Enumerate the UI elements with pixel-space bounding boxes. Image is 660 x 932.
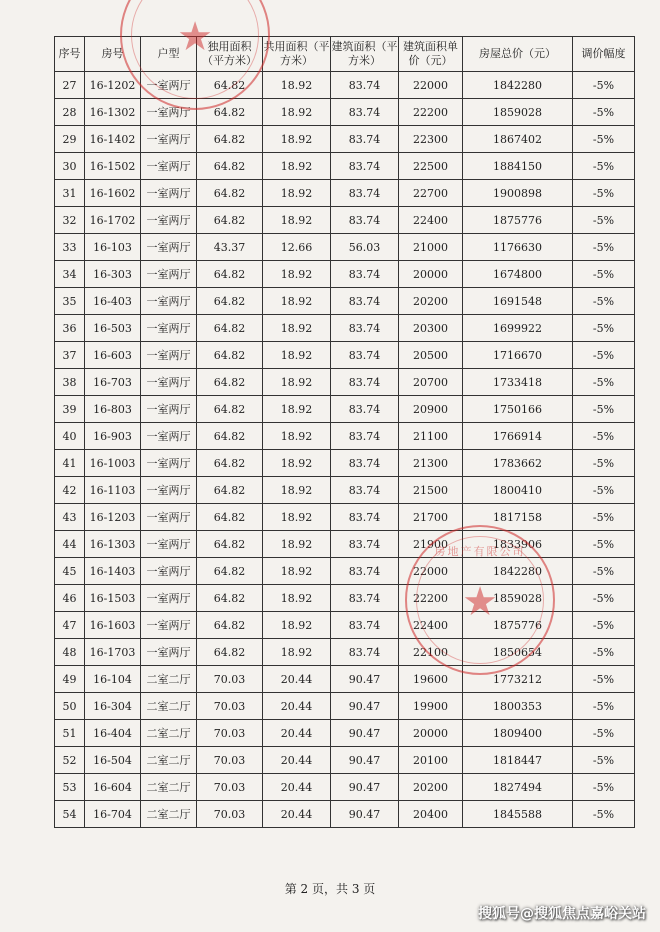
table-cell: 64.82 <box>197 477 263 504</box>
table-cell: 1833906 <box>463 531 573 558</box>
seal-star-icon: ★ <box>462 579 498 625</box>
table-row <box>55 288 635 315</box>
table-cell: 1766914 <box>463 423 573 450</box>
table-cell: 52 <box>55 747 85 774</box>
table-cell: 20700 <box>399 369 463 396</box>
table-cell: 12.66 <box>263 234 331 261</box>
table-cell: 18.92 <box>263 639 331 666</box>
table-cell: -5% <box>573 126 635 153</box>
table-cell: 64.82 <box>197 369 263 396</box>
table-cell: 一室两厅 <box>141 639 197 666</box>
table-cell: 18.92 <box>263 72 331 99</box>
table-cell: 64.82 <box>197 531 263 558</box>
table-cell: 19600 <box>399 666 463 693</box>
column-header: 序号 <box>55 37 85 72</box>
table-row <box>55 369 635 396</box>
table-cell: 64.82 <box>197 396 263 423</box>
table-cell: 22000 <box>399 72 463 99</box>
table-cell: 83.74 <box>331 585 399 612</box>
table-cell: 16-1402 <box>85 126 141 153</box>
table-cell: 49 <box>55 666 85 693</box>
table-cell: 20300 <box>399 315 463 342</box>
table-row <box>55 126 635 153</box>
table-cell: 18.92 <box>263 531 331 558</box>
table-cell: 18.92 <box>263 126 331 153</box>
table-row <box>55 180 635 207</box>
table-cell: 70.03 <box>197 774 263 801</box>
table-cell: 90.47 <box>331 801 399 828</box>
table-row <box>55 423 635 450</box>
table-cell: 18.92 <box>263 342 331 369</box>
table-cell: 一室两厅 <box>141 153 197 180</box>
table-cell: -5% <box>573 288 635 315</box>
table-cell: 83.74 <box>331 342 399 369</box>
table-cell: 一室两厅 <box>141 72 197 99</box>
table-cell: 83.74 <box>331 99 399 126</box>
table-cell: 20.44 <box>263 720 331 747</box>
table-cell: 83.74 <box>331 72 399 99</box>
table-cell: -5% <box>573 153 635 180</box>
table-cell: 47 <box>55 612 85 639</box>
table-cell: 22200 <box>399 585 463 612</box>
table-cell: 一室两厅 <box>141 342 197 369</box>
table-row <box>55 639 635 666</box>
table-cell: 83.74 <box>331 126 399 153</box>
table-cell: 一室两厅 <box>141 126 197 153</box>
table-cell: 70.03 <box>197 693 263 720</box>
table-cell: 64.82 <box>197 423 263 450</box>
table-cell: 16-1202 <box>85 72 141 99</box>
table-cell: 83.74 <box>331 531 399 558</box>
table-cell: 18.92 <box>263 450 331 477</box>
table-cell: 20100 <box>399 747 463 774</box>
table-cell: 16-504 <box>85 747 141 774</box>
table-row <box>55 504 635 531</box>
table-cell: 21700 <box>399 504 463 531</box>
table-cell: -5% <box>573 369 635 396</box>
table-cell: -5% <box>573 315 635 342</box>
table-cell: 1783662 <box>463 450 573 477</box>
table-cell: 30 <box>55 153 85 180</box>
table-cell: 41 <box>55 450 85 477</box>
table-cell: 16-303 <box>85 261 141 288</box>
table-cell: -5% <box>573 612 635 639</box>
table-row <box>55 666 635 693</box>
table-cell: 83.74 <box>331 612 399 639</box>
seal-text: 房地产有限公司 <box>434 545 526 558</box>
table-cell: 64.82 <box>197 288 263 315</box>
table-cell: 1884150 <box>463 153 573 180</box>
table-cell: 16-104 <box>85 666 141 693</box>
table-cell: 18.92 <box>263 153 331 180</box>
table-cell: 18.92 <box>263 396 331 423</box>
table-cell: 83.74 <box>331 315 399 342</box>
table-cell: 16-903 <box>85 423 141 450</box>
table-cell: -5% <box>573 396 635 423</box>
table-cell: 64.82 <box>197 450 263 477</box>
table-cell: 90.47 <box>331 693 399 720</box>
table-cell: -5% <box>573 99 635 126</box>
table-cell: 83.74 <box>331 153 399 180</box>
table-cell: 一室两厅 <box>141 585 197 612</box>
table-cell: -5% <box>573 504 635 531</box>
table-cell: 21500 <box>399 477 463 504</box>
table-cell: 一室两厅 <box>141 396 197 423</box>
table-cell: 16-503 <box>85 315 141 342</box>
table-cell: 一室两厅 <box>141 558 197 585</box>
table-cell: 34 <box>55 261 85 288</box>
table-cell: 16-1103 <box>85 477 141 504</box>
table-cell: 20200 <box>399 774 463 801</box>
table-cell: 16-103 <box>85 234 141 261</box>
table-cell: 16-1303 <box>85 531 141 558</box>
table-cell: 70.03 <box>197 666 263 693</box>
table-cell: 18.92 <box>263 423 331 450</box>
table-cell: -5% <box>573 720 635 747</box>
table-cell: 20400 <box>399 801 463 828</box>
table-cell: -5% <box>573 585 635 612</box>
table-cell: 18.92 <box>263 315 331 342</box>
column-header: 建筑面积单价（元） <box>399 37 463 72</box>
table-cell: -5% <box>573 342 635 369</box>
table-cell: 51 <box>55 720 85 747</box>
table-cell: -5% <box>573 72 635 99</box>
table-cell: 1827494 <box>463 774 573 801</box>
table-cell: 1800410 <box>463 477 573 504</box>
table-cell: 44 <box>55 531 85 558</box>
table-cell: 二室二厅 <box>141 693 197 720</box>
table-cell: 64.82 <box>197 126 263 153</box>
table-cell: 20.44 <box>263 801 331 828</box>
table-cell: 二室二厅 <box>141 666 197 693</box>
table-cell: 1845588 <box>463 801 573 828</box>
table-cell: 1809400 <box>463 720 573 747</box>
table-cell: 35 <box>55 288 85 315</box>
column-header: 独用面积（平方米） <box>197 37 263 72</box>
table-cell: 48 <box>55 639 85 666</box>
table-cell: 18.92 <box>263 99 331 126</box>
table-cell: 16-403 <box>85 288 141 315</box>
table-cell: 二室二厅 <box>141 747 197 774</box>
table-row <box>55 315 635 342</box>
table-row <box>55 450 635 477</box>
table-row <box>55 99 635 126</box>
table-cell: 83.74 <box>331 639 399 666</box>
table-cell: 21900 <box>399 531 463 558</box>
table-cell: 83.74 <box>331 504 399 531</box>
column-header: 调价幅度 <box>573 37 635 72</box>
table-cell: 18.92 <box>263 288 331 315</box>
table-cell: 83.74 <box>331 207 399 234</box>
table-cell: 一室两厅 <box>141 207 197 234</box>
table-cell: 43.37 <box>197 234 263 261</box>
table-cell: 22000 <box>399 558 463 585</box>
table-cell: 18.92 <box>263 369 331 396</box>
table-cell: -5% <box>573 207 635 234</box>
table-row <box>55 774 635 801</box>
table-cell: 64.82 <box>197 558 263 585</box>
table-cell: 16-1003 <box>85 450 141 477</box>
table-cell: 18.92 <box>263 558 331 585</box>
table-cell: 83.74 <box>331 450 399 477</box>
table-cell: 一室两厅 <box>141 504 197 531</box>
table-cell: 37 <box>55 342 85 369</box>
table-cell: 一室两厅 <box>141 369 197 396</box>
table-cell: -5% <box>573 423 635 450</box>
table-cell: 1817158 <box>463 504 573 531</box>
column-header: 房号 <box>85 37 141 72</box>
table-cell: 20.44 <box>263 666 331 693</box>
table-row <box>55 693 635 720</box>
table-cell: 43 <box>55 504 85 531</box>
table-cell: 22400 <box>399 207 463 234</box>
table-cell: 70.03 <box>197 801 263 828</box>
table-cell: 16-803 <box>85 396 141 423</box>
table-cell: 1859028 <box>463 585 573 612</box>
table-cell: 一室两厅 <box>141 612 197 639</box>
table-cell: 64.82 <box>197 504 263 531</box>
table-cell: 18.92 <box>263 585 331 612</box>
company-seal-stamp <box>405 525 555 675</box>
table-cell: 83.74 <box>331 477 399 504</box>
table-cell: 16-703 <box>85 369 141 396</box>
table-cell: 1867402 <box>463 126 573 153</box>
table-cell: 一室两厅 <box>141 531 197 558</box>
table-cell: -5% <box>573 477 635 504</box>
table-cell: 20200 <box>399 288 463 315</box>
table-cell: -5% <box>573 666 635 693</box>
table-cell: 22700 <box>399 180 463 207</box>
table-cell: 56.03 <box>331 234 399 261</box>
table-row <box>55 747 635 774</box>
table-cell: 90.47 <box>331 666 399 693</box>
table-cell: 一室两厅 <box>141 477 197 504</box>
table-cell: 50 <box>55 693 85 720</box>
table-cell: 一室两厅 <box>141 423 197 450</box>
table-cell: 19900 <box>399 693 463 720</box>
table-cell: 22300 <box>399 126 463 153</box>
table-cell: -5% <box>573 234 635 261</box>
table-body <box>55 72 635 828</box>
table-cell: 28 <box>55 99 85 126</box>
table-row <box>55 261 635 288</box>
table-cell: 39 <box>55 396 85 423</box>
table-cell: 21100 <box>399 423 463 450</box>
table-cell: 21000 <box>399 234 463 261</box>
table-cell: 46 <box>55 585 85 612</box>
table-cell: -5% <box>573 693 635 720</box>
table-row <box>55 342 635 369</box>
table-cell: -5% <box>573 801 635 828</box>
table-cell: 90.47 <box>331 747 399 774</box>
table-cell: 18.92 <box>263 477 331 504</box>
table-cell: -5% <box>573 558 635 585</box>
table-cell: 二室二厅 <box>141 774 197 801</box>
table-cell: 1699922 <box>463 315 573 342</box>
table-cell: 64.82 <box>197 585 263 612</box>
table-cell: 16-704 <box>85 801 141 828</box>
table-cell: 20.44 <box>263 693 331 720</box>
table-cell: 29 <box>55 126 85 153</box>
table-cell: 16-604 <box>85 774 141 801</box>
table-cell: 一室两厅 <box>141 234 197 261</box>
table-cell: 64.82 <box>197 261 263 288</box>
seal-star-icon: ★ <box>177 14 213 60</box>
table-cell: 64.82 <box>197 342 263 369</box>
table-cell: 64.82 <box>197 315 263 342</box>
table-cell: 20900 <box>399 396 463 423</box>
table-cell: 83.74 <box>331 261 399 288</box>
table-cell: 36 <box>55 315 85 342</box>
table-cell: 83.74 <box>331 369 399 396</box>
table-cell: 1900898 <box>463 180 573 207</box>
price-table <box>54 36 635 828</box>
table-cell: -5% <box>573 261 635 288</box>
column-header: 房屋总价（元） <box>463 37 573 72</box>
table-row <box>55 720 635 747</box>
table-cell: 20500 <box>399 342 463 369</box>
table-cell: 16-1602 <box>85 180 141 207</box>
table-cell: 70.03 <box>197 720 263 747</box>
table-cell: 22400 <box>399 612 463 639</box>
table-cell: 20000 <box>399 261 463 288</box>
table-cell: 一室两厅 <box>141 180 197 207</box>
table-cell: 83.74 <box>331 558 399 585</box>
table-cell: -5% <box>573 180 635 207</box>
table-cell: 1733418 <box>463 369 573 396</box>
table-cell: 22200 <box>399 99 463 126</box>
table-cell: 一室两厅 <box>141 261 197 288</box>
table-cell: 20.44 <box>263 774 331 801</box>
table-cell: 31 <box>55 180 85 207</box>
table-cell: 22500 <box>399 153 463 180</box>
table-row <box>55 801 635 828</box>
table-cell: 64.82 <box>197 72 263 99</box>
table-cell: 40 <box>55 423 85 450</box>
table-cell: 53 <box>55 774 85 801</box>
table-cell: 1875776 <box>463 207 573 234</box>
table-cell: 1842280 <box>463 72 573 99</box>
table-cell: 21300 <box>399 450 463 477</box>
table-cell: 16-1203 <box>85 504 141 531</box>
table-cell: 16-1503 <box>85 585 141 612</box>
table-row <box>55 153 635 180</box>
table-row <box>55 477 635 504</box>
table-cell: 二室二厅 <box>141 801 197 828</box>
table-row <box>55 234 635 261</box>
table-cell: 22100 <box>399 639 463 666</box>
table-cell: -5% <box>573 531 635 558</box>
table-cell: 27 <box>55 72 85 99</box>
table-cell: 18.92 <box>263 207 331 234</box>
table-cell: 64.82 <box>197 99 263 126</box>
table-cell: 16-1703 <box>85 639 141 666</box>
table-cell: 16-603 <box>85 342 141 369</box>
table-cell: 1859028 <box>463 99 573 126</box>
table-cell: -5% <box>573 774 635 801</box>
table-cell: -5% <box>573 450 635 477</box>
table-cell: 64.82 <box>197 207 263 234</box>
table-cell: 16-404 <box>85 720 141 747</box>
table-cell: 83.74 <box>331 423 399 450</box>
column-header: 共用面积（平方米） <box>263 37 331 72</box>
table-cell: -5% <box>573 747 635 774</box>
page-number: 第 2 页，共 3 页 <box>284 882 376 896</box>
table-cell: 54 <box>55 801 85 828</box>
table-cell: 1674800 <box>463 261 573 288</box>
table-cell: 64.82 <box>197 180 263 207</box>
table-cell: 1800353 <box>463 693 573 720</box>
column-header: 户型 <box>141 37 197 72</box>
table-row <box>55 207 635 234</box>
table-row <box>55 396 635 423</box>
table-cell: 18.92 <box>263 504 331 531</box>
table-cell: 20000 <box>399 720 463 747</box>
table-cell: 二室二厅 <box>141 720 197 747</box>
table-cell: 1750166 <box>463 396 573 423</box>
table-cell: 一室两厅 <box>141 99 197 126</box>
table-cell: 18.92 <box>263 180 331 207</box>
table-cell: 70.03 <box>197 747 263 774</box>
table-cell: 1176630 <box>463 234 573 261</box>
table-cell: 18.92 <box>263 261 331 288</box>
table-cell: 1716670 <box>463 342 573 369</box>
table-cell: 1875776 <box>463 612 573 639</box>
table-cell: 38 <box>55 369 85 396</box>
table-cell: 83.74 <box>331 288 399 315</box>
table-cell: 1818447 <box>463 747 573 774</box>
table-cell: 64.82 <box>197 153 263 180</box>
table-cell: 16-1702 <box>85 207 141 234</box>
table-cell: 1773212 <box>463 666 573 693</box>
table-cell: 一室两厅 <box>141 288 197 315</box>
source-watermark: 搜狐号@搜狐焦点嘉峪关站 <box>478 906 646 922</box>
table-cell: -5% <box>573 639 635 666</box>
table-cell: 64.82 <box>197 612 263 639</box>
table-cell: 16-304 <box>85 693 141 720</box>
table-cell: 16-1302 <box>85 99 141 126</box>
table-cell: 1691548 <box>463 288 573 315</box>
table-cell: 90.47 <box>331 720 399 747</box>
table-cell: 42 <box>55 477 85 504</box>
table-cell: 18.92 <box>263 612 331 639</box>
table-cell: 83.74 <box>331 396 399 423</box>
column-header: 建筑面积（平方米） <box>331 37 399 72</box>
table-cell: 一室两厅 <box>141 315 197 342</box>
table-cell: 64.82 <box>197 639 263 666</box>
table-cell: 32 <box>55 207 85 234</box>
table-cell: 1850654 <box>463 639 573 666</box>
table-cell: 1842280 <box>463 558 573 585</box>
table-cell: 45 <box>55 558 85 585</box>
table-cell: 16-1502 <box>85 153 141 180</box>
table-cell: 33 <box>55 234 85 261</box>
table-cell: 20.44 <box>263 747 331 774</box>
table-cell: 16-1603 <box>85 612 141 639</box>
table-cell: 90.47 <box>331 774 399 801</box>
table-cell: 83.74 <box>331 180 399 207</box>
table-cell: 16-1403 <box>85 558 141 585</box>
table-cell: 一室两厅 <box>141 450 197 477</box>
